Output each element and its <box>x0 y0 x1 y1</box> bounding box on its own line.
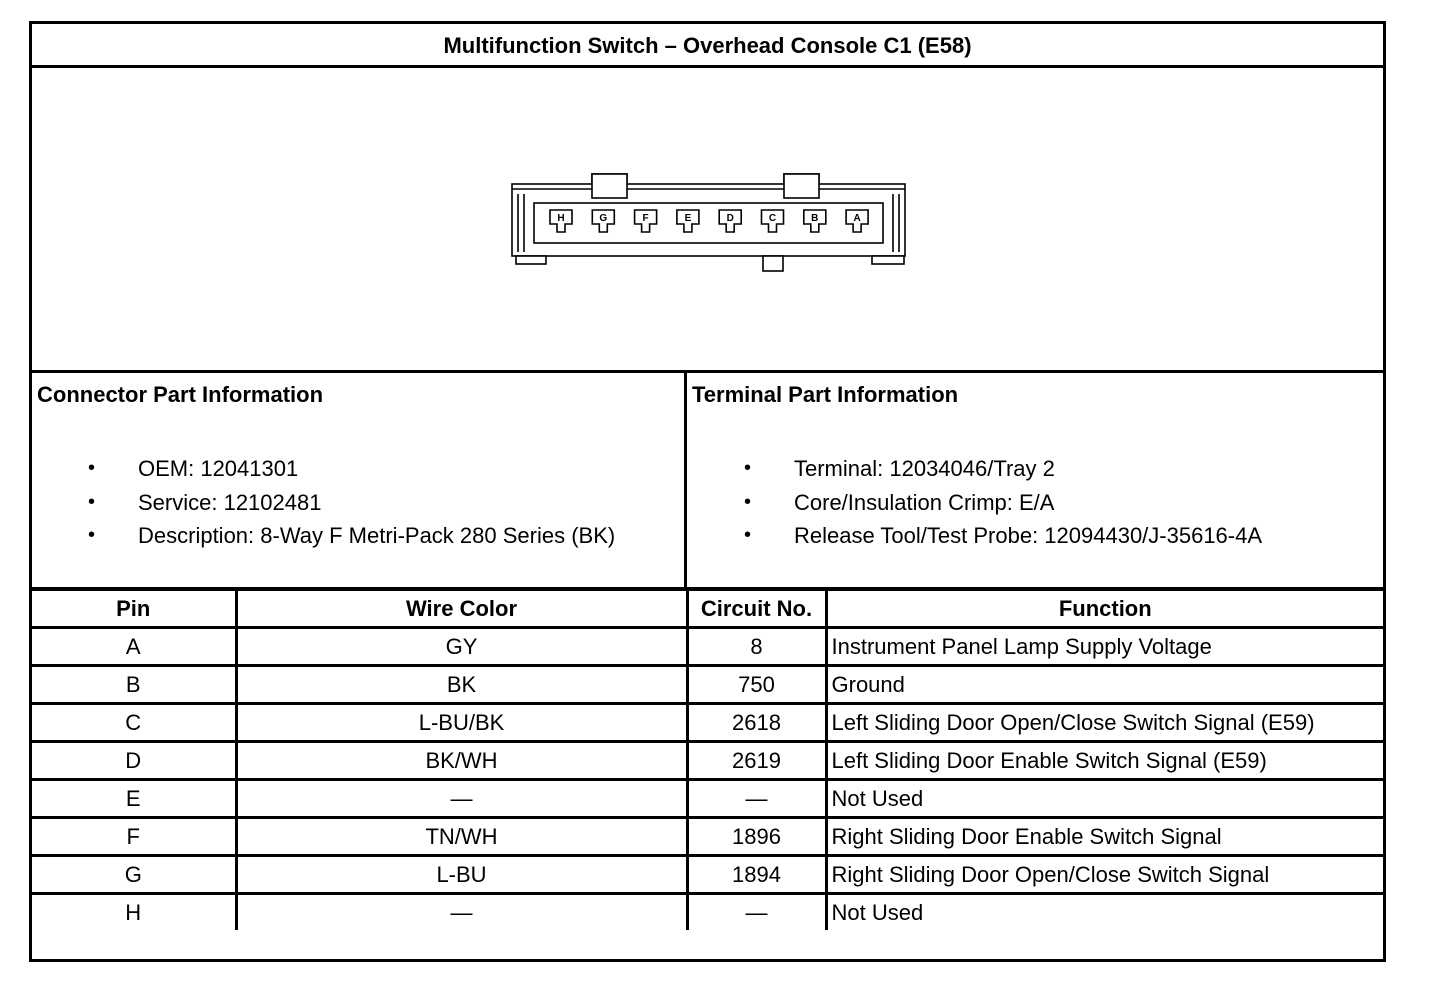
connector-oem: OEM: 12041301 <box>138 456 299 481</box>
cell-circuit: 750 <box>687 666 826 704</box>
connector-info-panel <box>32 373 687 587</box>
terminal-info-item <box>744 519 1262 553</box>
cell-function: Left Sliding Door Enable Switch Signal (E59) <box>826 742 1383 780</box>
connector-info-item <box>88 519 615 553</box>
cell-wire-color: — <box>236 780 687 818</box>
cell-circuit: 1894 <box>687 856 826 894</box>
terminal-info-panel <box>687 373 1386 587</box>
cell-function: Instrument Panel Lamp Supply Voltage <box>826 628 1383 666</box>
connector-description: Description: 8-Way F Metri-Pack 280 Series (BK) <box>138 523 616 548</box>
pin-label: G <box>599 213 608 224</box>
connector-face-diagram <box>508 172 908 280</box>
connector-info-item <box>88 452 615 486</box>
pin-label: F <box>642 213 649 224</box>
cell-pin: F <box>32 818 236 856</box>
connector-info-item <box>88 486 615 520</box>
cell-pin: A <box>32 628 236 666</box>
header-function: Function <box>826 591 1383 628</box>
cell-function: Ground <box>826 666 1383 704</box>
terminal-number: Terminal: 12034046/Tray 2 <box>794 456 1055 481</box>
bullet-icon: • <box>744 457 752 479</box>
cell-function: Not Used <box>826 780 1383 818</box>
cell-circuit: — <box>687 780 826 818</box>
cell-pin: D <box>32 742 236 780</box>
cell-function: Right Sliding Door Open/Close Switch Signal <box>826 856 1383 894</box>
cell-pin: E <box>32 780 236 818</box>
cell-wire-color: BK/WH <box>236 742 687 780</box>
bullet-icon: • <box>744 524 752 546</box>
table-row <box>32 704 1383 742</box>
table-row <box>32 666 1383 704</box>
part-info-row <box>32 373 1383 591</box>
foot-left <box>516 256 546 264</box>
table-row <box>32 742 1383 780</box>
connector-sheet <box>29 21 1386 962</box>
bullet-icon: • <box>88 490 96 513</box>
pin-label: D <box>726 213 734 224</box>
pin-table <box>32 591 1383 930</box>
foot-right <box>872 256 904 264</box>
table-row <box>32 628 1383 666</box>
header-pin: Pin <box>32 591 236 628</box>
pin-label: E <box>684 213 692 224</box>
table-row <box>32 818 1383 856</box>
cell-function: Not Used <box>826 894 1383 931</box>
cell-function: Right Sliding Door Enable Switch Signal <box>826 818 1383 856</box>
cell-wire-color: — <box>236 894 687 931</box>
bullet-icon: • <box>88 457 96 479</box>
terminal-info-item <box>744 452 1262 486</box>
connector-info-list <box>88 452 615 553</box>
table-row <box>32 856 1383 894</box>
pin-label: H <box>557 213 565 224</box>
terminal-info-list <box>744 452 1262 553</box>
cell-pin: C <box>32 704 236 742</box>
cell-pin: G <box>32 856 236 894</box>
cell-wire-color: GY <box>236 628 687 666</box>
bullet-icon: • <box>88 524 96 546</box>
cell-circuit: 2618 <box>687 704 826 742</box>
release-tool: Release Tool/Test Probe: 12094430/J-35616-4A <box>794 523 1263 548</box>
page-title: Multifunction Switch – Overhead Console C1 (E58) <box>32 24 1383 68</box>
header-wire-color: Wire Color <box>236 591 687 628</box>
table-row <box>32 780 1383 818</box>
cell-pin: B <box>32 666 236 704</box>
cell-circuit: — <box>687 894 826 931</box>
connector-info-heading: Connector Part Information <box>37 382 324 407</box>
cell-circuit: 2619 <box>687 742 826 780</box>
terminal-info-item <box>744 486 1262 520</box>
cell-wire-color: BK <box>236 666 687 704</box>
cell-pin: H <box>32 894 236 931</box>
cell-wire-color: L-BU <box>236 856 687 894</box>
connector-service: Service: 12102481 <box>138 489 322 515</box>
header-circuit-no: Circuit No. <box>687 591 826 628</box>
cell-circuit: 8 <box>687 628 826 666</box>
pin-label: C <box>768 213 777 224</box>
cell-wire-color: TN/WH <box>236 818 687 856</box>
terminal-info-heading: Terminal Part Information <box>692 382 959 407</box>
cell-circuit: 1896 <box>687 818 826 856</box>
table-header-row <box>32 591 1383 628</box>
bullet-icon: • <box>744 490 752 513</box>
foot-center-key <box>763 256 783 271</box>
core-insulation-crimp: Core/Insulation Crimp: E/A <box>794 489 1055 515</box>
cell-function: Left Sliding Door Open/Close Switch Signal (E59) <box>826 704 1383 742</box>
pin-label: A <box>853 213 861 224</box>
table-row <box>32 894 1383 931</box>
pin-label: B <box>811 213 819 224</box>
connector-diagram-area <box>32 68 1383 373</box>
cell-wire-color: L-BU/BK <box>236 704 687 742</box>
